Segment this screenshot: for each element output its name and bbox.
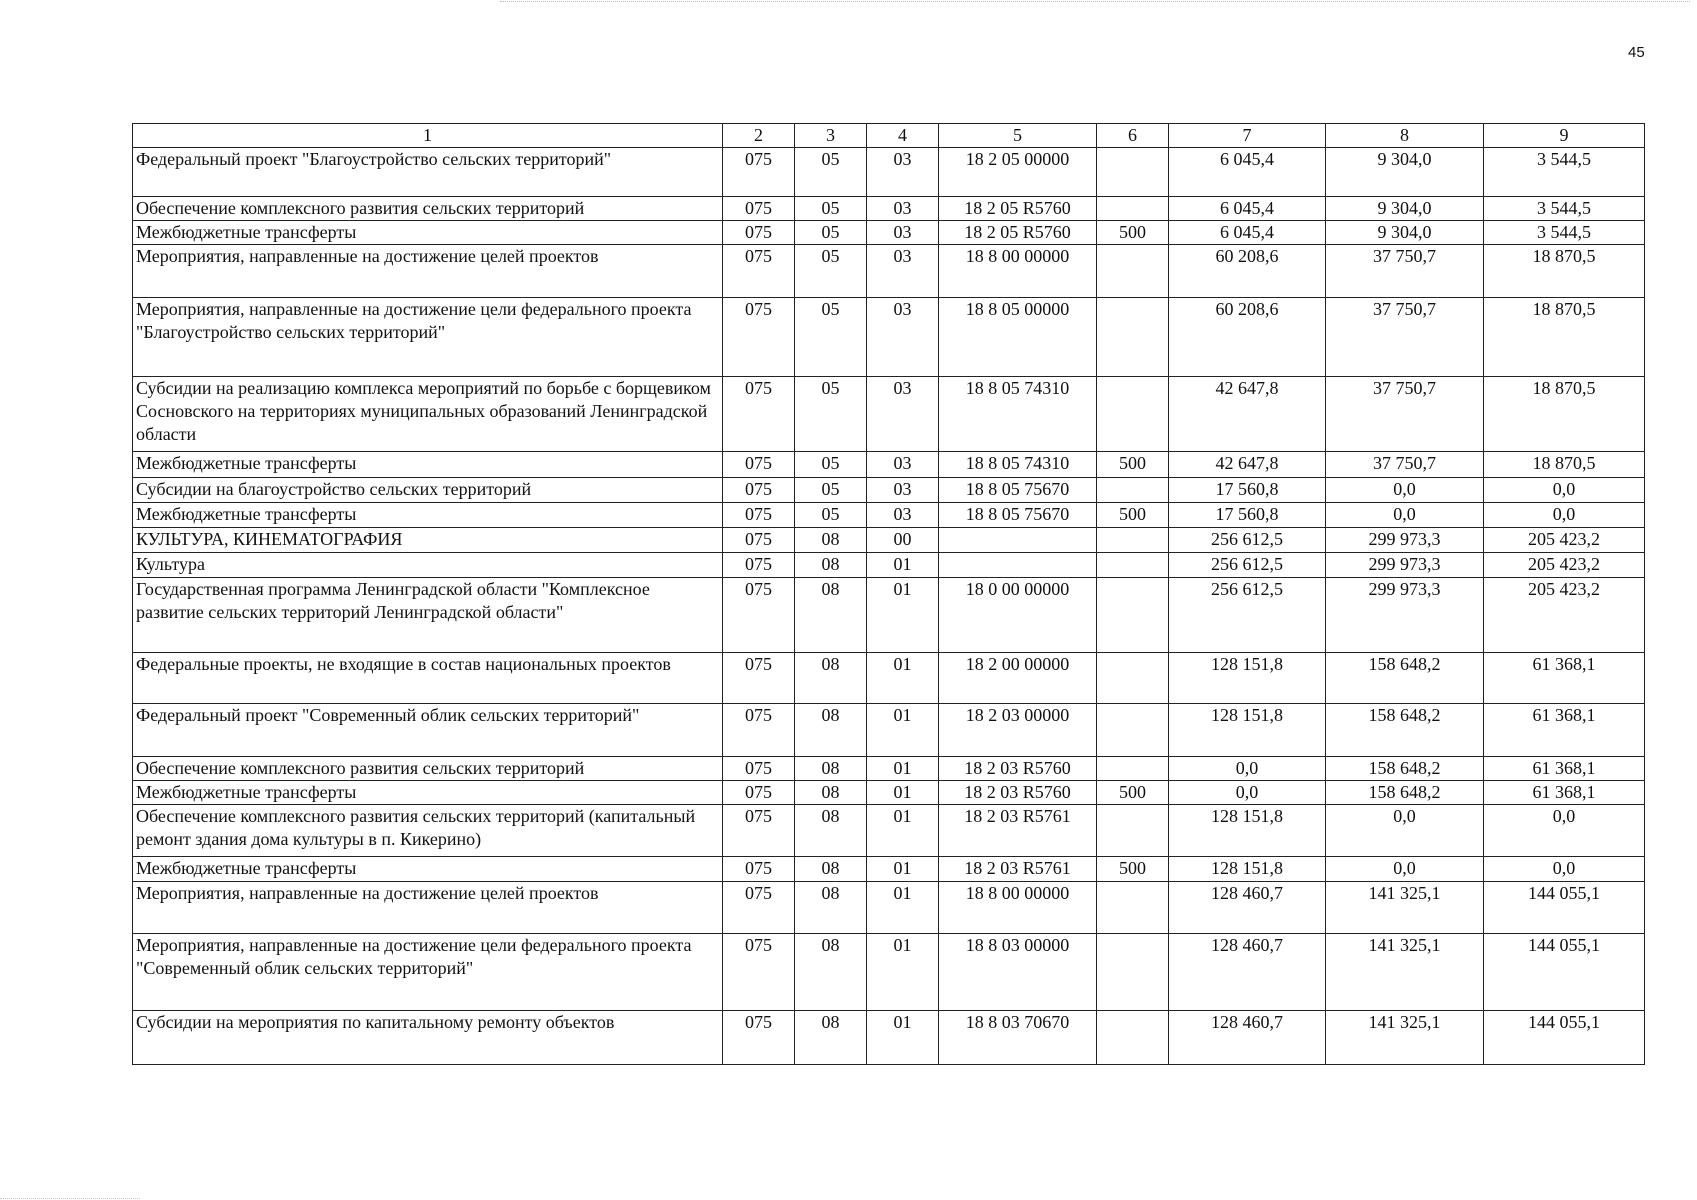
row-subsection: 01: [867, 553, 939, 578]
header-col-3: 3: [795, 124, 867, 148]
row-expense-type: [1097, 553, 1169, 578]
row-target-article: 18 8 05 75670: [939, 503, 1097, 528]
row-name: Федеральный проект "Современный облик сельских территорий": [133, 704, 723, 757]
row-target-article: 18 2 03 R5760: [939, 781, 1097, 805]
row-amount-year1: 256 612,5: [1169, 528, 1326, 553]
budget-table: [132, 123, 1645, 1065]
row-subsection: 01: [867, 578, 939, 653]
row-target-article: 18 0 00 00000: [939, 578, 1097, 653]
row-amount-year3: 0,0: [1484, 857, 1645, 882]
row-section: 05: [795, 503, 867, 528]
row-grbs: 075: [723, 503, 795, 528]
row-grbs: 075: [723, 805, 795, 857]
row-name: Субсидии на мероприятия по капитальному ремонту объектов: [133, 1011, 723, 1065]
table-row: [133, 578, 1645, 653]
row-target-article: 18 8 03 70670: [939, 1011, 1097, 1065]
row-grbs: 075: [723, 757, 795, 781]
row-expense-type: [1097, 377, 1169, 452]
row-amount-year2: 0,0: [1326, 805, 1484, 857]
row-amount-year3: 61 368,1: [1484, 757, 1645, 781]
row-target-article: 18 8 05 75670: [939, 478, 1097, 503]
row-name: Межбюджетные трансферты: [133, 452, 723, 478]
row-section: 08: [795, 1011, 867, 1065]
row-name: Межбюджетные трансферты: [133, 857, 723, 882]
row-subsection: 03: [867, 197, 939, 221]
row-subsection: 03: [867, 452, 939, 478]
row-amount-year1: 6 045,4: [1169, 197, 1326, 221]
row-amount-year2: 0,0: [1326, 478, 1484, 503]
row-expense-type: [1097, 245, 1169, 298]
row-section: 08: [795, 882, 867, 934]
row-name: Субсидии на реализацию комплекса мероприятий по борьбе с борщевиком Сосновского на территориях муниципальных образований Ленинградской области: [133, 377, 723, 452]
header-col-2: 2: [723, 124, 795, 148]
row-name: КУЛЬТУРА, КИНЕМАТОГРАФИЯ: [133, 528, 723, 553]
row-target-article: 18 8 03 00000: [939, 934, 1097, 1011]
row-target-article: 18 8 00 00000: [939, 882, 1097, 934]
table-row: [133, 882, 1645, 934]
row-amount-year3: 0,0: [1484, 478, 1645, 503]
row-amount-year3: 3 544,5: [1484, 148, 1645, 197]
row-name: Мероприятия, направленные на достижение цели федерального проекта "Благоустройство сельских территорий": [133, 298, 723, 377]
row-expense-type: [1097, 882, 1169, 934]
scan-edge-bottom: [0, 1198, 140, 1199]
row-target-article: 18 8 00 00000: [939, 245, 1097, 298]
row-subsection: 03: [867, 478, 939, 503]
row-target-article: 18 8 05 00000: [939, 298, 1097, 377]
row-amount-year3: 61 368,1: [1484, 781, 1645, 805]
row-amount-year1: 0,0: [1169, 757, 1326, 781]
row-expense-type: [1097, 528, 1169, 553]
row-grbs: 075: [723, 197, 795, 221]
row-section: 08: [795, 805, 867, 857]
row-expense-type: [1097, 148, 1169, 197]
table-row: [133, 245, 1645, 298]
row-amount-year3: 3 544,5: [1484, 221, 1645, 245]
row-amount-year1: 60 208,6: [1169, 298, 1326, 377]
row-target-article: 18 2 05 R5760: [939, 197, 1097, 221]
row-section: 08: [795, 578, 867, 653]
row-subsection: 01: [867, 653, 939, 704]
row-grbs: 075: [723, 298, 795, 377]
row-subsection: 03: [867, 245, 939, 298]
row-amount-year3: 205 423,2: [1484, 553, 1645, 578]
row-amount-year1: 128 460,7: [1169, 882, 1326, 934]
row-amount-year2: 9 304,0: [1326, 148, 1484, 197]
table-row: [133, 857, 1645, 882]
row-grbs: 075: [723, 221, 795, 245]
row-grbs: 075: [723, 857, 795, 882]
row-amount-year1: 42 647,8: [1169, 452, 1326, 478]
table-row: [133, 197, 1645, 221]
row-name: Межбюджетные трансферты: [133, 781, 723, 805]
row-name: Культура: [133, 553, 723, 578]
row-subsection: 01: [867, 805, 939, 857]
table-row: [133, 148, 1645, 197]
table-row: [133, 452, 1645, 478]
header-col-5: 5: [939, 124, 1097, 148]
row-subsection: 01: [867, 857, 939, 882]
table-header-row: [133, 124, 1645, 148]
row-grbs: 075: [723, 245, 795, 298]
row-amount-year1: 17 560,8: [1169, 478, 1326, 503]
row-expense-type: 500: [1097, 503, 1169, 528]
row-amount-year1: 0,0: [1169, 781, 1326, 805]
row-grbs: 075: [723, 653, 795, 704]
row-name: Обеспечение комплексного развития сельских территорий: [133, 757, 723, 781]
row-amount-year3: 205 423,2: [1484, 528, 1645, 553]
header-col-9: 9: [1484, 124, 1645, 148]
row-subsection: 03: [867, 148, 939, 197]
row-amount-year1: 128 151,8: [1169, 805, 1326, 857]
row-amount-year1: 256 612,5: [1169, 578, 1326, 653]
row-amount-year2: 37 750,7: [1326, 452, 1484, 478]
row-expense-type: [1097, 578, 1169, 653]
row-expense-type: [1097, 197, 1169, 221]
row-expense-type: [1097, 934, 1169, 1011]
row-amount-year1: 128 151,8: [1169, 704, 1326, 757]
row-amount-year2: 37 750,7: [1326, 245, 1484, 298]
row-amount-year3: 61 368,1: [1484, 653, 1645, 704]
row-subsection: 01: [867, 934, 939, 1011]
row-amount-year2: 158 648,2: [1326, 704, 1484, 757]
table-row: [133, 221, 1645, 245]
row-section: 08: [795, 653, 867, 704]
row-section: 08: [795, 528, 867, 553]
row-grbs: 075: [723, 934, 795, 1011]
row-grbs: 075: [723, 478, 795, 503]
row-grbs: 075: [723, 882, 795, 934]
row-amount-year2: 0,0: [1326, 857, 1484, 882]
row-expense-type: [1097, 704, 1169, 757]
row-section: 05: [795, 197, 867, 221]
row-amount-year1: 6 045,4: [1169, 221, 1326, 245]
row-expense-type: [1097, 1011, 1169, 1065]
row-amount-year3: 144 055,1: [1484, 882, 1645, 934]
row-subsection: 03: [867, 221, 939, 245]
row-target-article: 18 2 03 R5760: [939, 757, 1097, 781]
row-amount-year1: 128 460,7: [1169, 1011, 1326, 1065]
row-amount-year1: 128 460,7: [1169, 934, 1326, 1011]
row-section: 05: [795, 298, 867, 377]
row-target-article: 18 8 05 74310: [939, 377, 1097, 452]
row-section: 05: [795, 452, 867, 478]
row-section: 08: [795, 857, 867, 882]
table-row: [133, 553, 1645, 578]
header-col-6: 6: [1097, 124, 1169, 148]
row-amount-year3: 144 055,1: [1484, 1011, 1645, 1065]
row-name: Государственная программа Ленинградской области "Комплексное развитие сельских территорий Ленинградской области": [133, 578, 723, 653]
row-subsection: 01: [867, 704, 939, 757]
table-row: [133, 805, 1645, 857]
row-subsection: 01: [867, 882, 939, 934]
row-name: Федеральный проект "Благоустройство сельских территорий": [133, 148, 723, 197]
table-row: [133, 704, 1645, 757]
row-name: Мероприятия, направленные на достижение цели федерального проекта "Современный облик сельских территорий": [133, 934, 723, 1011]
table-row: [133, 503, 1645, 528]
row-amount-year3: 18 870,5: [1484, 377, 1645, 452]
row-section: 05: [795, 245, 867, 298]
row-amount-year2: 299 973,3: [1326, 528, 1484, 553]
row-name: Обеспечение комплексного развития сельских территорий (капитальный ремонт здания дома культуры в п. Кикерино): [133, 805, 723, 857]
row-amount-year3: 18 870,5: [1484, 298, 1645, 377]
row-expense-type: 500: [1097, 221, 1169, 245]
row-amount-year2: 299 973,3: [1326, 578, 1484, 653]
row-target-article: 18 8 05 74310: [939, 452, 1097, 478]
row-grbs: 075: [723, 553, 795, 578]
row-amount-year3: 61 368,1: [1484, 704, 1645, 757]
row-name: Мероприятия, направленные на достижение целей проектов: [133, 245, 723, 298]
row-amount-year2: 141 325,1: [1326, 1011, 1484, 1065]
header-col-7: 7: [1169, 124, 1326, 148]
row-target-article: 18 2 03 R5761: [939, 857, 1097, 882]
row-section: 08: [795, 553, 867, 578]
row-amount-year2: 37 750,7: [1326, 377, 1484, 452]
table-row: [133, 377, 1645, 452]
header-col-8: 8: [1326, 124, 1484, 148]
row-section: 05: [795, 148, 867, 197]
row-amount-year2: 9 304,0: [1326, 197, 1484, 221]
page-number: 45: [1628, 44, 1645, 61]
row-name: Межбюджетные трансферты: [133, 503, 723, 528]
row-amount-year3: 18 870,5: [1484, 452, 1645, 478]
row-name: Межбюджетные трансферты: [133, 221, 723, 245]
scan-edge-top: [500, 1, 1690, 2]
row-grbs: 075: [723, 452, 795, 478]
row-expense-type: [1097, 298, 1169, 377]
row-amount-year3: 18 870,5: [1484, 245, 1645, 298]
row-target-article: 18 2 00 00000: [939, 653, 1097, 704]
row-section: 08: [795, 934, 867, 1011]
row-grbs: 075: [723, 704, 795, 757]
row-section: 08: [795, 757, 867, 781]
row-grbs: 075: [723, 528, 795, 553]
row-amount-year2: 141 325,1: [1326, 882, 1484, 934]
row-amount-year1: 17 560,8: [1169, 503, 1326, 528]
row-amount-year3: 0,0: [1484, 503, 1645, 528]
table-row: [133, 653, 1645, 704]
row-subsection: 03: [867, 503, 939, 528]
row-target-article: 18 2 03 00000: [939, 704, 1097, 757]
row-name: Мероприятия, направленные на достижение целей проектов: [133, 882, 723, 934]
row-target-article: [939, 553, 1097, 578]
row-amount-year3: 144 055,1: [1484, 934, 1645, 1011]
row-subsection: 03: [867, 298, 939, 377]
row-grbs: 075: [723, 148, 795, 197]
row-section: 05: [795, 221, 867, 245]
row-amount-year1: 60 208,6: [1169, 245, 1326, 298]
row-target-article: 18 2 03 R5761: [939, 805, 1097, 857]
row-subsection: 03: [867, 377, 939, 452]
table-row: [133, 478, 1645, 503]
table-row: [133, 528, 1645, 553]
row-section: 08: [795, 704, 867, 757]
row-target-article: 18 2 05 R5760: [939, 221, 1097, 245]
row-amount-year2: 0,0: [1326, 503, 1484, 528]
row-grbs: 075: [723, 781, 795, 805]
row-amount-year1: 256 612,5: [1169, 553, 1326, 578]
row-name: Федеральные проекты, не входящие в состав национальных проектов: [133, 653, 723, 704]
row-grbs: 075: [723, 1011, 795, 1065]
row-expense-type: [1097, 478, 1169, 503]
row-amount-year2: 158 648,2: [1326, 781, 1484, 805]
row-amount-year2: 158 648,2: [1326, 757, 1484, 781]
table-row: [133, 781, 1645, 805]
row-amount-year3: 0,0: [1484, 805, 1645, 857]
table-row: [133, 757, 1645, 781]
row-amount-year2: 141 325,1: [1326, 934, 1484, 1011]
row-section: 05: [795, 478, 867, 503]
row-expense-type: [1097, 805, 1169, 857]
row-amount-year3: 205 423,2: [1484, 578, 1645, 653]
row-amount-year1: 128 151,8: [1169, 857, 1326, 882]
row-amount-year2: 37 750,7: [1326, 298, 1484, 377]
row-subsection: 01: [867, 757, 939, 781]
row-subsection: 01: [867, 1011, 939, 1065]
row-expense-type: 500: [1097, 857, 1169, 882]
table-row: [133, 934, 1645, 1011]
row-amount-year2: 158 648,2: [1326, 653, 1484, 704]
row-target-article: [939, 528, 1097, 553]
row-section: 08: [795, 781, 867, 805]
row-grbs: 075: [723, 377, 795, 452]
row-expense-type: 500: [1097, 452, 1169, 478]
row-subsection: 00: [867, 528, 939, 553]
row-grbs: 075: [723, 578, 795, 653]
row-amount-year1: 42 647,8: [1169, 377, 1326, 452]
row-amount-year1: 6 045,4: [1169, 148, 1326, 197]
header-col-4: 4: [867, 124, 939, 148]
row-expense-type: 500: [1097, 781, 1169, 805]
row-expense-type: [1097, 757, 1169, 781]
row-amount-year3: 3 544,5: [1484, 197, 1645, 221]
row-expense-type: [1097, 653, 1169, 704]
table-body: [133, 148, 1645, 1065]
row-subsection: 01: [867, 781, 939, 805]
row-amount-year2: 9 304,0: [1326, 221, 1484, 245]
row-amount-year2: 299 973,3: [1326, 553, 1484, 578]
row-target-article: 18 2 05 00000: [939, 148, 1097, 197]
row-name: Субсидии на благоустройство сельских территорий: [133, 478, 723, 503]
header-col-1: 1: [133, 124, 723, 148]
row-name: Обеспечение комплексного развития сельских территорий: [133, 197, 723, 221]
table-row: [133, 1011, 1645, 1065]
table-row: [133, 298, 1645, 377]
row-section: 05: [795, 377, 867, 452]
row-amount-year1: 128 151,8: [1169, 653, 1326, 704]
